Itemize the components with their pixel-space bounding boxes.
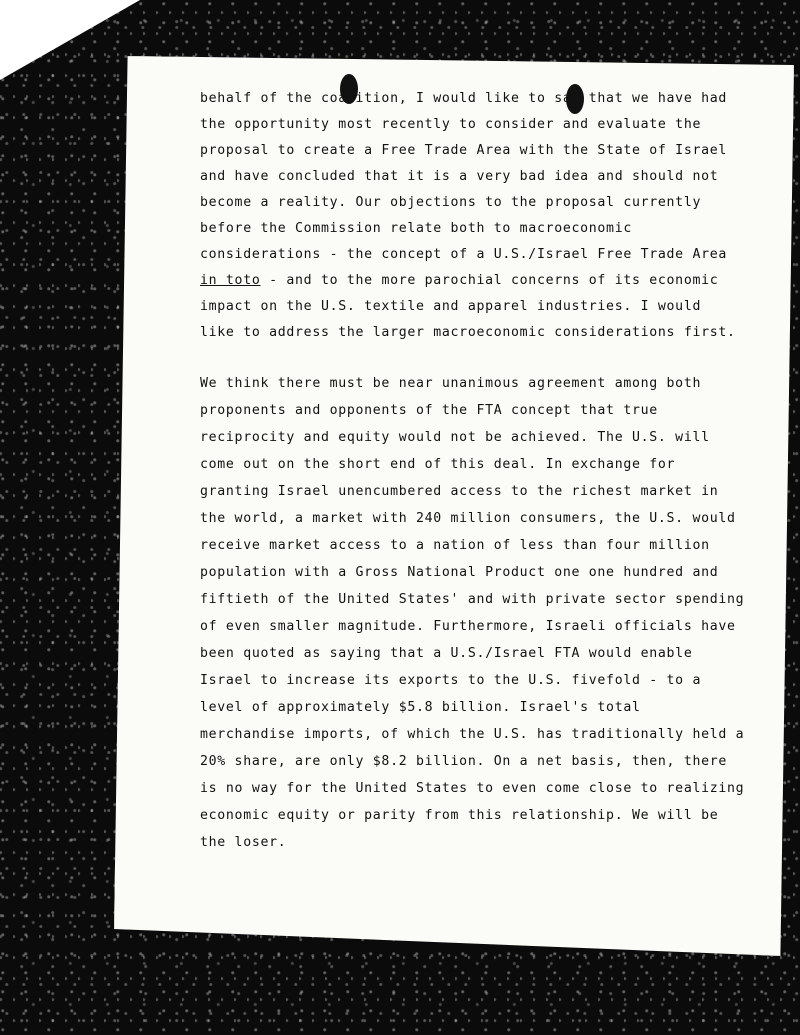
text-line: impact on the U.S. textile and apparel industries. I would [200, 299, 702, 314]
document-body [200, 86, 745, 856]
text-line: the opportunity most recently to consider and evaluate the [200, 117, 702, 132]
text-line: considerations - the concept of a U.S./Israel Free Trade Area [200, 247, 728, 262]
paragraph-2 [200, 370, 745, 856]
text-line: come out on the short end of this deal. In exchange for [200, 457, 676, 472]
text-line-underlined [200, 268, 730, 294]
text-line: been quoted as saying that a U.S./Israel FTA would enable [200, 646, 693, 661]
text-line: merchandise imports, of which the U.S. has traditionally held a [200, 727, 745, 742]
text-line: of even smaller magnitude. Furthermore, Israeli officials have [200, 619, 736, 634]
text-line: We think there must be near unanimous agreement among both [200, 376, 702, 391]
text-line: proposal to create a Free Trade Area with the State of Israel [200, 143, 728, 158]
underlined-phrase: in toto [200, 273, 261, 288]
text-line: become a reality. Our objections to the proposal currently [200, 195, 702, 210]
text-line: receive market access to a nation of less than four million [200, 538, 710, 553]
text-line: and have concluded that it is a very bad idea and should not [200, 169, 719, 184]
text-line: before the Commission relate both to macroeconomic [200, 221, 632, 236]
text-line: economic equity or parity from this relationship. We will be [200, 808, 719, 823]
text-line: 20% share, are only $8.2 billion. On a net basis, then, there [200, 754, 728, 769]
text-line: the world, a market with 240 million consumers, the U.S. would [200, 511, 736, 526]
text-line: Israel to increase its exports to the U.S. fivefold - to a [200, 673, 702, 688]
text-line: population with a Gross National Product one one hundred and [200, 565, 719, 580]
text-fragment: - and to the more parochial concerns of its economic [269, 273, 719, 288]
text-line: level of approximately $5.8 billion. Israel's total [200, 700, 641, 715]
text-line: is no way for the United States to even come close to realizing [200, 781, 745, 796]
text-line: reciprocity and equity would not be achieved. The U.S. will [200, 430, 710, 445]
text-line: fiftieth of the United States' and with private sector spending [200, 592, 745, 607]
text-line: the loser. [200, 835, 287, 850]
paragraph-1 [200, 86, 736, 346]
text-line: like to address the larger macroeconomic considerations first. [200, 325, 736, 340]
text-line: granting Israel unencumbered access to the richest market in [200, 484, 719, 499]
text-line: behalf of the coalition, I would like to say that we have had [200, 91, 728, 106]
text-line: proponents and opponents of the FTA concept that true [200, 403, 658, 418]
